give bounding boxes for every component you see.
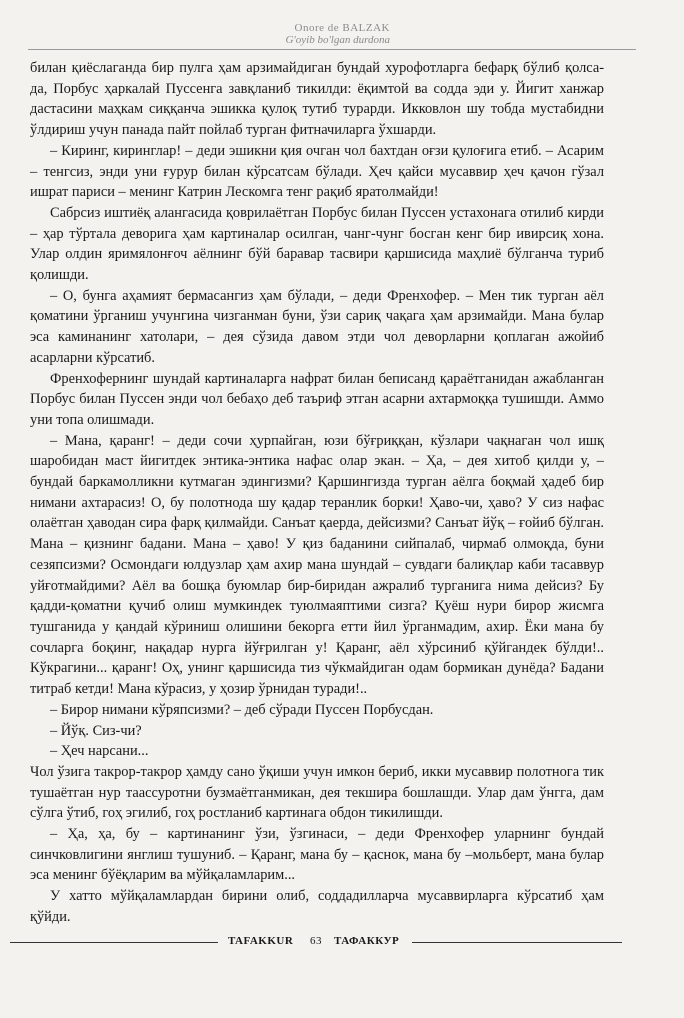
paragraph: – Йўқ. Сиз-чи?: [50, 722, 142, 739]
header-rule: [28, 49, 636, 50]
paragraph: Френхофернинг шундай картиналарга нафрат билан беписанд қараётганидан ажабланган Порбус билан Пуссен энди чол бебаҳо деб таъриф этган асарни ахтармоққа тушишди. Аммо уни топа олишмади.: [30, 370, 604, 428]
page-number: 63: [310, 935, 322, 947]
footer-rule-left: [10, 942, 218, 943]
paragraph: – О, бунга аҳамият бермасангиз ҳам бўлади, – деди Френхофер. – Мен тик турган аёл қоматини ўрганиш учунгина чизганман буни, ўзи сариқ чақага ҳам арзимайди. Мана булар эса каминанинг хатолари, – дея сўзида давом этди чол деворларни қоплаган ажойиб асарларни кўрсатиб.: [30, 287, 604, 366]
paragraph: – Ҳа, ҳа, бу – картинанинг ўзи, ўзгинаси, – деди Френхофер уларнинг бундай синчковлигини янглиш тушуниб. – Қаранг, мана бу – қаснок, мана бу –мольберт, мана булар эса менинг бўёқларим ва мўйқаламларим...: [30, 826, 604, 884]
paragraph: – Мана, қаранг! – деди сочи ҳурпайган, юзи бўғриққан, кўзлари чақнаган чол ишқ шаробидан маст йигитдек энтика-энтика нафас олар экан. – Ҳа, – дея хитоб қилди у, – бундай баркамолликни кутмаган эдингизми? Қаршингизда турган аёлга боқмай ҳадеб бир нимани ахтарасиз! О, бу полотнода шу қадар теранлик борки! Ҳаво-чи, ҳаво? У сиз нафас олаётган ҳаводан сира фарқ қилмайди. Санъат қаерда, дейсизми? Санъат йўқ – ғойиб бўлган. Мана – қизнинг бадани. Мана – ҳаво! У қиз баданини сийпалаб, чирмаб олмоқда, буни сезяпсизми? Осмондаги юлдузлар ҳам ахир мана шундай – сувдаги балиқлар каби тасаввур уйғотмайдими? Аёл ва бошқа буюмлар бир-биридан ажралиб турганига нима дейсиз? Бу қадди-қоматни қучиб олиш мумкиндек туюлмаяптими сизга? Қуёш нури бирор жисмга тушганида у қандай кўриниш олишини бекорга етти йил ўрганмадим, ахир. Ёки мана бу сочларга боқинг, нақадар нурга йўғрилган у! Қаранг, аёл хўрсиниб қўйгандек бўлди!.. Кўкрагини... қаранг! Оҳ, унинг қаршисида тиз чўкмайдиган одам бормикан дунёда? Бадани титраб кетди! Мана кўрасиз, у ҳозир ўрнидан туради!..: [30, 432, 604, 698]
header-title: G'oyib bo'lgan durdona: [285, 34, 390, 46]
footer-journal-latin: TAFAKKUR: [228, 935, 294, 947]
page-footer: [0, 933, 684, 953]
paragraph: – Ҳеч нарсани...: [50, 743, 149, 760]
paragraph: – Бирор нимани кўряпсизми? – деб сўради Пуссен Порбусдан.: [50, 701, 434, 718]
paragraph: У хатто мўйқаламлардан бирини олиб, соддадилларча мусаввирларга кўрсатиб ҳам қўйди.: [30, 888, 604, 925]
paragraph: – Киринг, киринглар! – деди эшикни қия очган чол бахтдан оғзи қулоғига етиб. – Асарим – тенгсиз, энди уни ғурур билан кўрсатсам бўлади. Ҳеч қайси мусаввир ҳеч қачон гўзал ишрат париси – менинг Катрин Лескомга тенг рақиб яратолмайди!: [30, 142, 604, 201]
footer-rule-right: [412, 942, 622, 943]
paragraph: билан қиёслаганда бир пулга ҳам арзимайдиган бундай хурофотларга бефарқ бўлиб қолса-да, Порбус ҳаркалай Пуссенга завқланиб тикилди: ёқимтой ва содда эди у. Йигит ханжар дастасини маҳкам сиққанча эшикка қулоқ тутиб турарди. Икковлон шу тобда мустабидни ўлдириш учун панада пайт пойлаб турган фитначиларга ўхшарди.: [30, 60, 604, 139]
running-header: [285, 22, 390, 46]
footer-journal-cyrillic: ТАФАККУР: [334, 935, 400, 947]
header-author: Onore de BALZAK: [294, 22, 390, 34]
body-text: [30, 58, 604, 928]
paragraph: Чол ўзига такрор-такрор ҳамду сано ўқиши учун имкон бериб, икки мусаввир полотнога тик тушаётган нур таассуротни бузмаётганмикан, дея текшира бошлашди. Улар дам ўнгга, дам сўлга ўтиб, гоҳ эгилиб, гоҳ ростланиб картинага обдон тикилишди.: [30, 763, 604, 822]
paragraph: Сабрсиз иштиёқ алангасида қоврилаётган Порбус билан Пуссен устахонага отилиб кирди – ҳар тўртала деворига ҳам картиналар осилган, чанг-чунг босган кенг бир ивирсиқ хона. Улар олдин яримялонғоч аёлнинг бўй баравар тасвири қаршисида маҳлиё бўлганча туриб қолишди.: [30, 204, 604, 284]
